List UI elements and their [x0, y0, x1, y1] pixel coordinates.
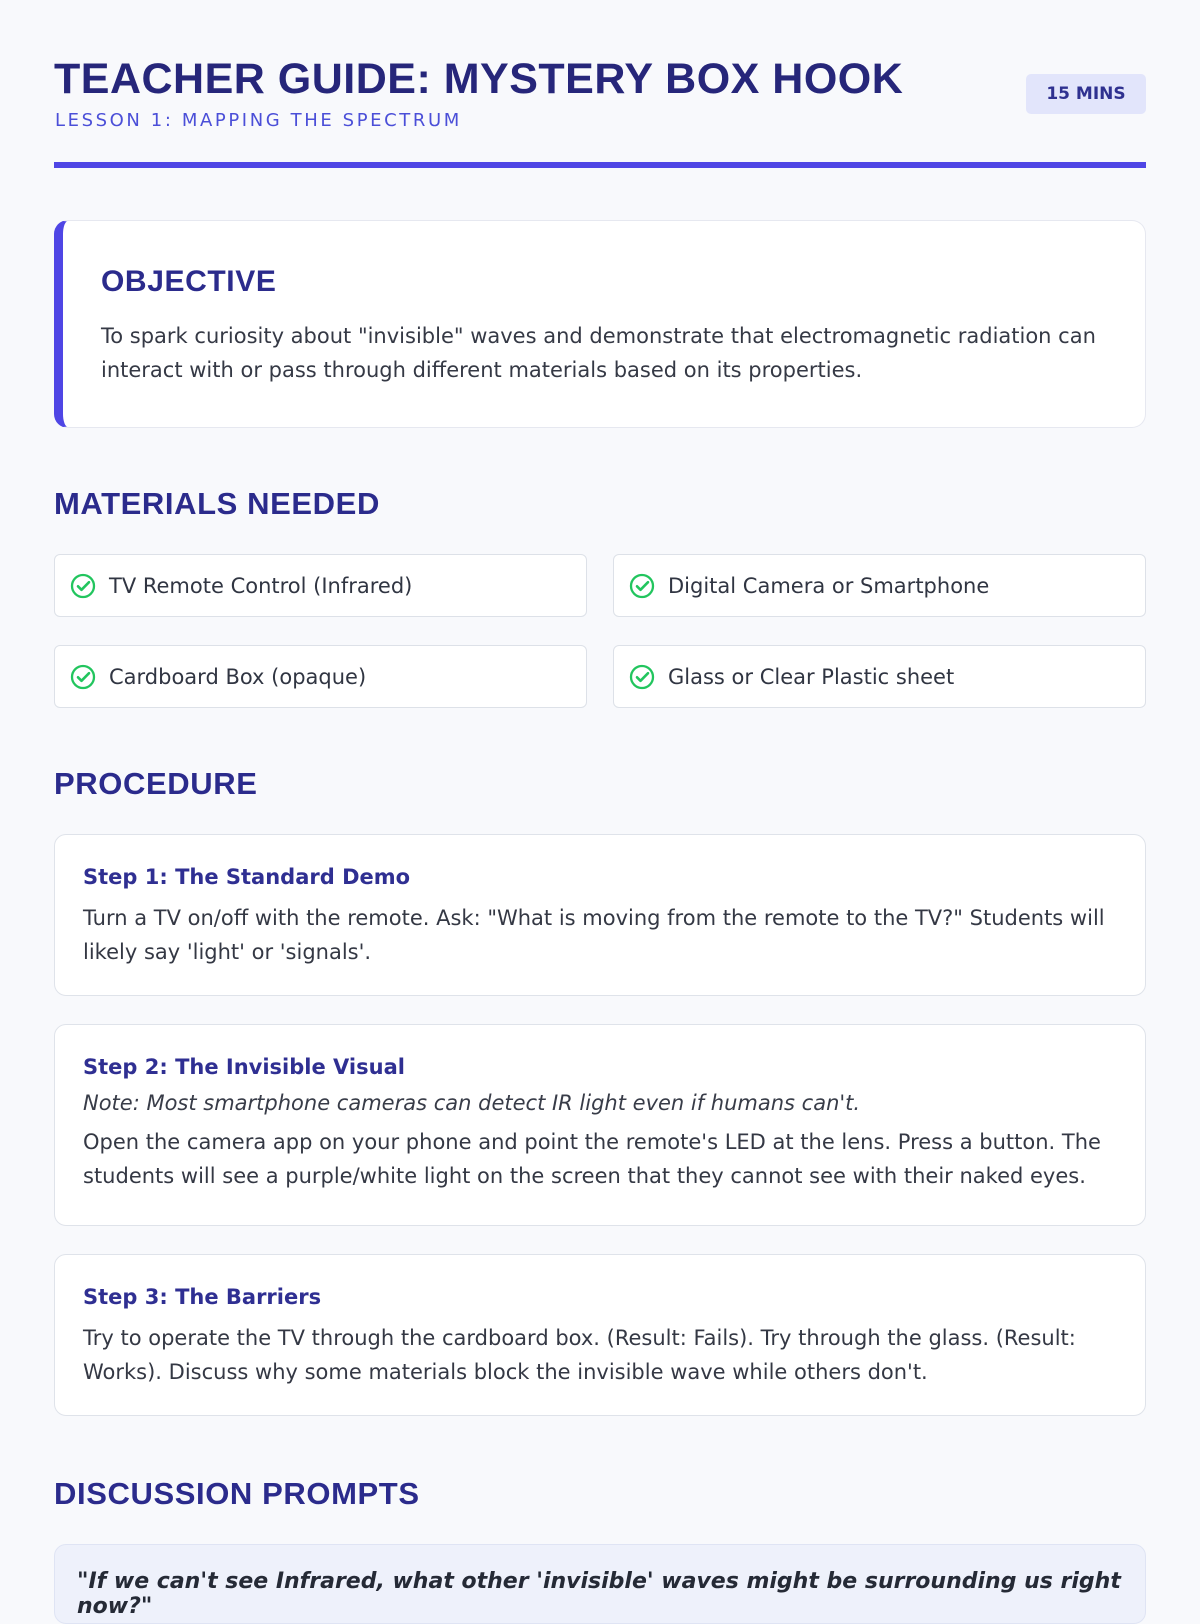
procedure-step-3 [54, 1254, 1146, 1416]
material-item [54, 645, 587, 708]
procedure-title: PROCEDURE [54, 766, 258, 801]
step-note: Note: Most smartphone cameras can detect IR light even if humans can't. [83, 1091, 861, 1115]
step-body: Open the camera app on your phone and point the remote's LED at the lens. Press a button. The students will see a purple/white light on the screen that they cannot see with their naked eyes. [83, 1130, 1101, 1188]
duration-badge: 15 MINS [1026, 74, 1146, 114]
materials-title: MATERIALS NEEDED [54, 486, 380, 521]
objective-text: To spark curiosity about "invisible" waves and demonstrate that electromagnetic radiation can interact with or pass through different materials based on its properties. [101, 324, 1096, 382]
procedure-step-2 [54, 1024, 1146, 1226]
step-body: Turn a TV on/off with the remote. Ask: "What is moving from the remote to the TV?" Students will likely say 'light' or 'signals'. [83, 906, 1105, 964]
materials-list [54, 554, 1146, 708]
check-circle-icon [69, 572, 97, 600]
step-heading: Step 3: The Barriers [83, 1285, 322, 1309]
material-label: Glass or Clear Plastic sheet [668, 664, 955, 689]
material-label: Digital Camera or Smartphone [668, 573, 990, 598]
check-circle-icon [69, 663, 97, 691]
material-item [54, 554, 587, 617]
check-circle-icon [628, 663, 656, 691]
step-heading: Step 2: The Invisible Visual [83, 1055, 405, 1079]
discussion-prompt: "If we can't see Infrared, what other 'invisible' waves might be surrounding us right now?" [54, 1544, 1146, 1624]
step-body: Try to operate the TV through the cardboard box. (Result: Fails). Try through the glass. (Result: Works). Discuss why some materials block the invisible wave while others don't. [83, 1326, 1076, 1384]
material-item [613, 645, 1146, 708]
discussion-title: DISCUSSION PROMPTS [54, 1476, 420, 1511]
objective-card [54, 220, 1146, 428]
procedure-step-1 [54, 834, 1146, 996]
page-title: TEACHER GUIDE: MYSTERY BOX HOOK [54, 55, 904, 103]
material-label: Cardboard Box (opaque) [109, 664, 367, 689]
objective-title: OBJECTIVE [101, 265, 277, 298]
page-header [54, 0, 1146, 168]
lesson-subtitle: LESSON 1: MAPPING THE SPECTRUM [55, 110, 462, 131]
check-circle-icon [628, 572, 656, 600]
material-label: TV Remote Control (Infrared) [109, 573, 413, 598]
material-item [613, 554, 1146, 617]
step-heading: Step 1: The Standard Demo [83, 865, 411, 889]
